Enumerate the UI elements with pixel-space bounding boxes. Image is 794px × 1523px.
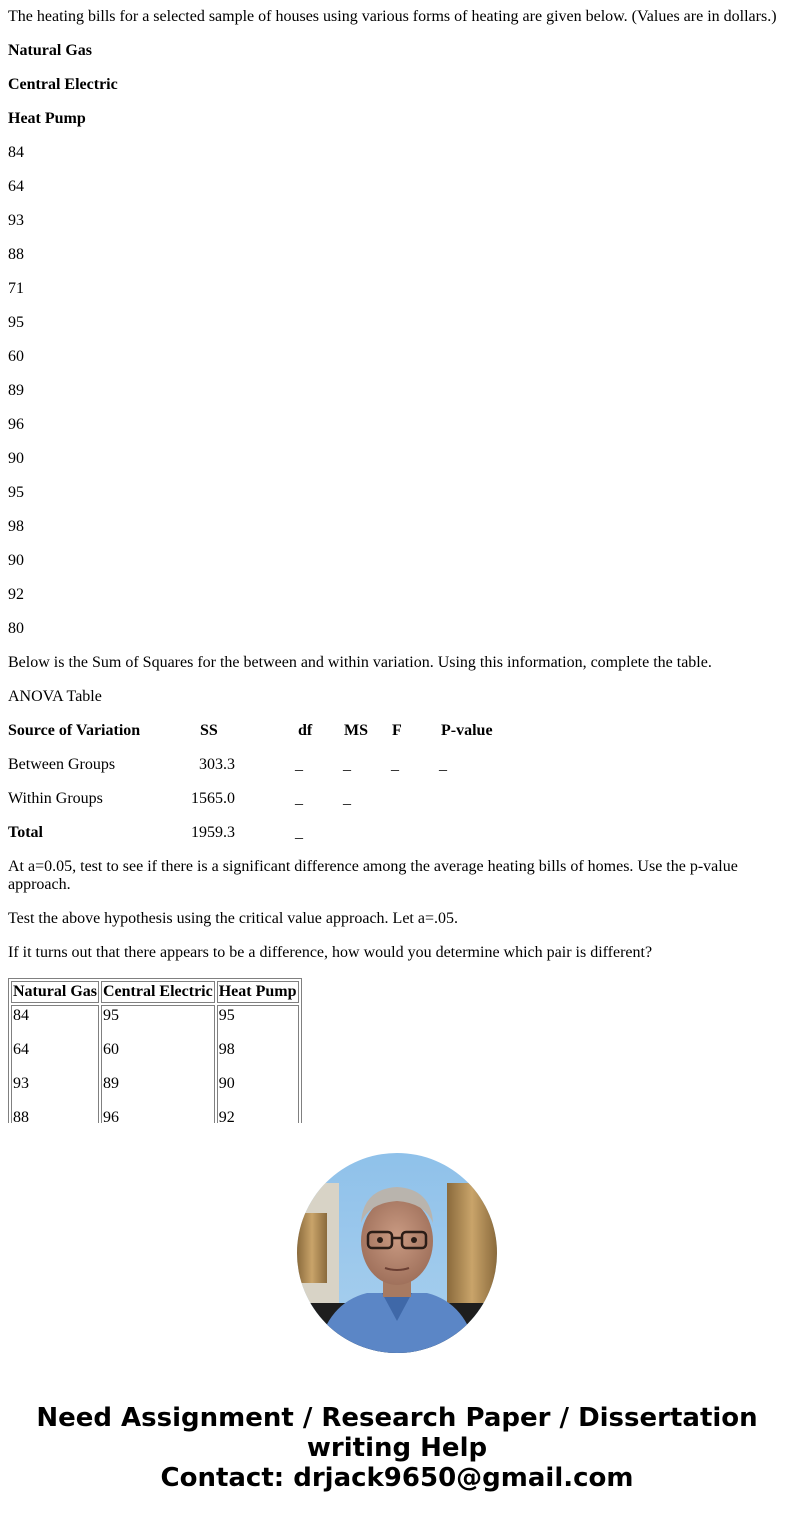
- table-value: 84: [13, 1007, 29, 1024]
- anova-title: ANOVA Table: [8, 688, 102, 705]
- value-item: 92: [8, 586, 24, 603]
- promo-line-1: Need Assignment / Research Paper / Dissertation: [36, 1403, 758, 1433]
- table-row: [11, 1005, 299, 1123]
- anova-col-ss: SS: [200, 722, 218, 739]
- data-table-wrapper: [8, 978, 302, 1123]
- table-value: 95: [103, 1007, 119, 1024]
- table-cell-heat-pump: [217, 1005, 299, 1123]
- anova-source: Between Groups: [8, 756, 116, 773]
- anova-ss: 303.3: [199, 756, 235, 773]
- table-value: 98: [218, 1041, 235, 1058]
- table-header-central-electric: Central Electric: [101, 981, 215, 1003]
- anova-ms: _: [343, 756, 351, 773]
- anova-df: _: [295, 790, 303, 807]
- anova-header-row: [8, 722, 608, 740]
- table-value: 64: [13, 1041, 29, 1058]
- value-item: 89: [8, 382, 24, 399]
- value-item: 96: [8, 416, 24, 433]
- value-item: 95: [8, 484, 24, 501]
- anova-source: Within Groups: [8, 790, 103, 807]
- table-value: 95: [218, 1007, 235, 1024]
- header-heat-pump: Heat Pump: [8, 110, 86, 127]
- table-header-heat-pump: Heat Pump: [217, 981, 299, 1003]
- value-item: 80: [8, 620, 24, 637]
- intro-text: The heating bills for a selected sample of houses using various forms of heating are given below. (Values are in dollars.): [8, 8, 777, 25]
- anova-col-pvalue: P-value: [441, 722, 493, 739]
- question-pvalue: At a=0.05, test to see if there is a significant difference among the average heating bills of homes. Use the p-value approach.: [8, 858, 738, 893]
- value-item: 71: [8, 280, 24, 297]
- anova-source: Total: [8, 824, 43, 841]
- value-item: 90: [8, 552, 24, 569]
- author-avatar: [297, 1153, 497, 1353]
- anova-ss: 1565.0: [191, 790, 235, 807]
- table-value: 88: [13, 1109, 29, 1123]
- value-item: 95: [8, 314, 24, 331]
- anova-df: _: [295, 756, 303, 773]
- anova-row-within: [8, 790, 608, 808]
- question-critical-value: Test the above hypothesis using the critical value approach. Let a=.05.: [8, 910, 458, 927]
- anova-ms: _: [343, 790, 351, 807]
- value-item: 90: [8, 450, 24, 467]
- value-item: 93: [8, 212, 24, 229]
- anova-f: _: [391, 756, 399, 773]
- table-header-natural-gas: Natural Gas: [11, 981, 99, 1003]
- question-pairwise: If it turns out that there appears to be a difference, how would you determine which pair is different?: [8, 944, 653, 961]
- table-value: 90: [218, 1075, 235, 1092]
- anova-row-total: [8, 824, 608, 842]
- anova-col-ms: MS: [344, 722, 368, 739]
- header-central-electric: Central Electric: [8, 76, 118, 93]
- table-value: 96: [103, 1109, 119, 1123]
- table-value: 92: [218, 1109, 235, 1123]
- anova-row-between: [8, 756, 608, 774]
- anova-col-source: Source of Variation: [8, 722, 141, 739]
- anova-col-f: F: [392, 722, 402, 739]
- value-item: 88: [8, 246, 24, 263]
- anova-col-df: df: [298, 722, 313, 739]
- anova-ss: 1959.3: [191, 824, 235, 841]
- value-item: 84: [8, 144, 24, 161]
- table-value: 60: [103, 1041, 119, 1058]
- value-item: 64: [8, 178, 24, 195]
- data-table: [8, 978, 302, 1123]
- table-value: 89: [103, 1075, 119, 1092]
- promo-line-2: writing Help: [306, 1433, 488, 1463]
- table-header-row: [11, 981, 299, 1003]
- author-photo-illustration: [297, 1153, 497, 1353]
- table-value: 93: [13, 1075, 29, 1092]
- table-cell-central-electric: [101, 1005, 215, 1123]
- header-natural-gas: Natural Gas: [8, 42, 92, 59]
- anova-df: _: [295, 824, 303, 841]
- anova-pvalue: _: [439, 756, 447, 773]
- value-item: 98: [8, 518, 24, 535]
- sum-of-squares-note: Below is the Sum of Squares for the between and within variation. Using this information, complete the table.: [8, 654, 712, 671]
- promo-banner: [0, 1403, 794, 1493]
- promo-contact: Contact: drjack9650@gmail.com: [160, 1463, 634, 1493]
- value-item: 60: [8, 348, 24, 365]
- table-cell-natural-gas: [11, 1005, 99, 1123]
